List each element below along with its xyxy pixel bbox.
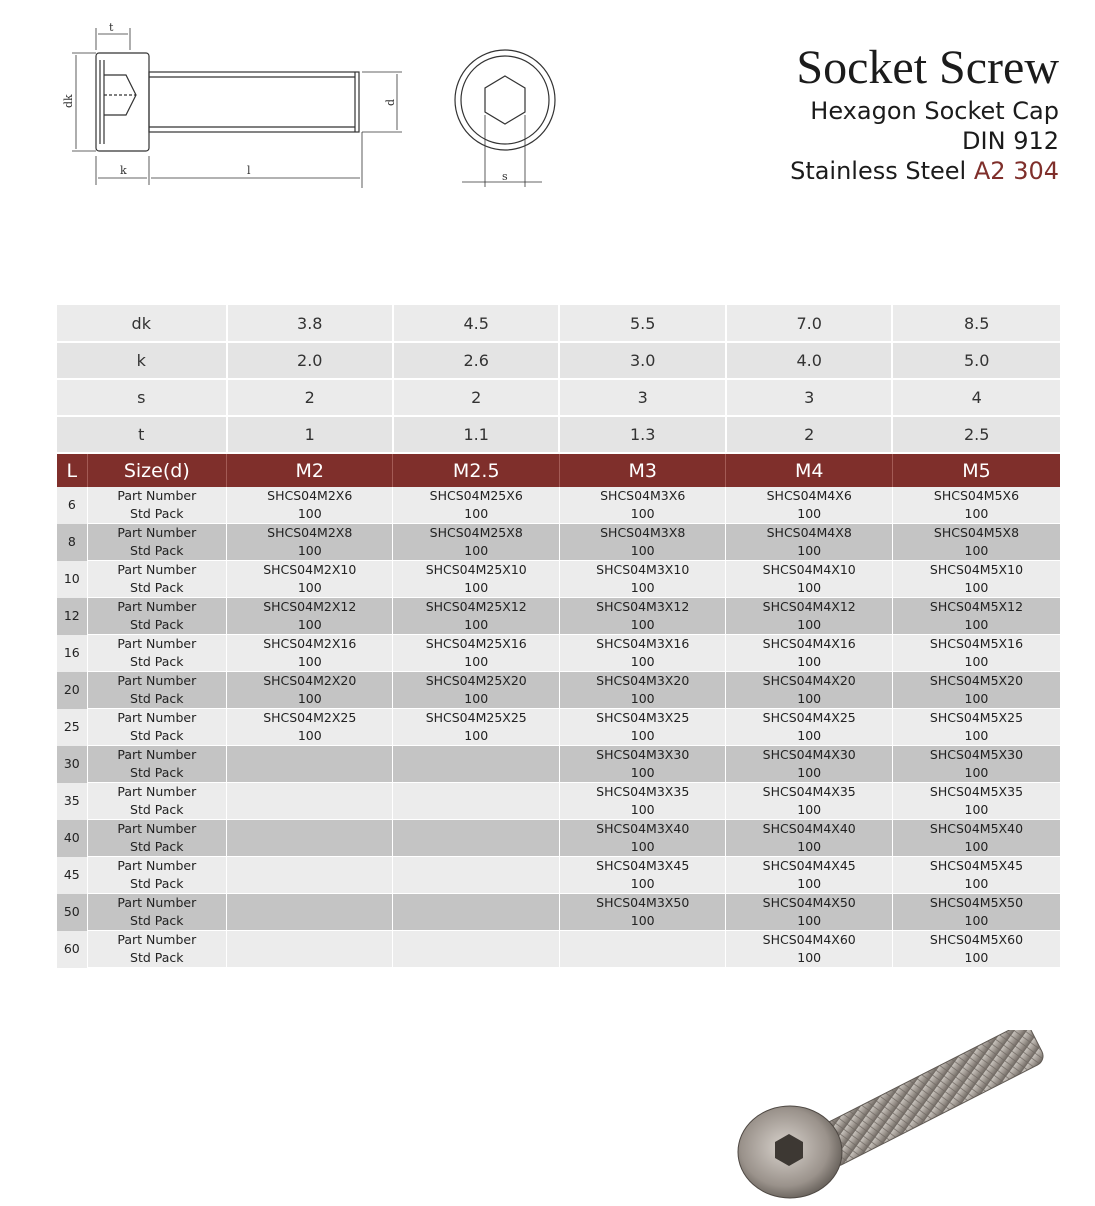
dimension-value: 2.0 — [227, 342, 393, 379]
part-number-label: Part Number — [87, 487, 226, 505]
dimension-value: 1 — [227, 416, 393, 453]
length-cell: 25 — [57, 709, 87, 746]
part-number-row — [57, 672, 1060, 691]
part-number-row — [57, 487, 1060, 505]
part-number-label: Part Number — [87, 598, 226, 617]
std-pack-cell: 100 — [393, 542, 559, 561]
dimension-value: 4.5 — [393, 305, 559, 342]
std-pack-cell: 100 — [892, 579, 1060, 598]
part-number-cell: SHCS04M3X50 — [559, 894, 725, 913]
std-pack-cell: 100 — [559, 505, 725, 524]
std-pack-cell: 100 — [559, 616, 725, 635]
part-number-label: Part Number — [87, 524, 226, 543]
length-cell: 50 — [57, 894, 87, 931]
std-pack-cell: 100 — [393, 653, 559, 672]
part-number-cell: SHCS04M25X20 — [393, 672, 559, 691]
dimension-value: 3.0 — [559, 342, 725, 379]
std-pack-cell: 100 — [892, 838, 1060, 857]
part-number-cell: SHCS04M4X35 — [726, 783, 892, 802]
std-pack-label: Std Pack — [87, 616, 226, 635]
part-number-cell: SHCS04M5X40 — [892, 820, 1060, 839]
part-number-row — [57, 561, 1060, 580]
dimension-value: 2.6 — [393, 342, 559, 379]
part-number-cell: SHCS04M5X30 — [892, 746, 1060, 765]
part-number-row — [57, 894, 1060, 913]
std-pack-cell: 100 — [892, 727, 1060, 746]
std-pack-cell: 100 — [726, 727, 892, 746]
part-number-row — [57, 820, 1060, 839]
std-pack-row — [57, 875, 1060, 894]
length-cell: 20 — [57, 672, 87, 709]
header-size-m3: M3 — [559, 453, 725, 487]
part-number-cell: SHCS04M4X8 — [726, 524, 892, 543]
std-pack-cell: 100 — [227, 690, 393, 709]
part-number-cell: SHCS04M4X50 — [726, 894, 892, 913]
std-pack-cell: 100 — [892, 875, 1060, 894]
part-number-row — [57, 635, 1060, 654]
part-number-cell: SHCS04M25X25 — [393, 709, 559, 728]
technical-drawing — [50, 20, 570, 200]
part-number-cell: SHCS04M3X35 — [559, 783, 725, 802]
dimension-value: 5.0 — [892, 342, 1060, 379]
std-pack-cell: 100 — [892, 801, 1060, 820]
std-pack-cell: 100 — [726, 653, 892, 672]
part-number-label: Part Number — [87, 635, 226, 654]
part-number-label: Part Number — [87, 746, 226, 765]
part-number-cell — [227, 820, 393, 839]
part-number-cell: SHCS04M3X30 — [559, 746, 725, 765]
length-cell: 30 — [57, 746, 87, 783]
dimension-row — [57, 416, 1060, 453]
std-pack-cell: 100 — [559, 727, 725, 746]
dimension-value: 4 — [892, 379, 1060, 416]
subtitle-standard: DIN 912 — [962, 127, 1059, 155]
std-pack-cell: 100 — [227, 616, 393, 635]
dimension-value: 5.5 — [559, 305, 725, 342]
length-cell: 35 — [57, 783, 87, 820]
part-number-label: Part Number — [87, 820, 226, 839]
length-cell: 12 — [57, 598, 87, 635]
std-pack-cell: 100 — [726, 505, 892, 524]
dimension-value: 2 — [227, 379, 393, 416]
std-pack-cell — [227, 949, 393, 968]
part-number-cell — [559, 931, 725, 950]
part-number-cell: SHCS04M3X25 — [559, 709, 725, 728]
std-pack-label: Std Pack — [87, 653, 226, 672]
part-number-cell: SHCS04M5X10 — [892, 561, 1060, 580]
std-pack-cell: 100 — [892, 912, 1060, 931]
std-pack-row — [57, 542, 1060, 561]
dimension-row — [57, 379, 1060, 416]
part-number-label: Part Number — [87, 857, 226, 876]
part-number-cell: SHCS04M25X6 — [393, 487, 559, 505]
std-pack-label: Std Pack — [87, 764, 226, 783]
material-label: Stainless Steel — [790, 157, 967, 185]
dimension-value: 2 — [726, 416, 892, 453]
length-cell: 60 — [57, 931, 87, 968]
part-number-cell — [227, 894, 393, 913]
subtitle-type: Hexagon Socket Cap — [810, 97, 1059, 125]
part-number-row — [57, 931, 1060, 950]
std-pack-cell: 100 — [227, 727, 393, 746]
part-number-cell: SHCS04M3X16 — [559, 635, 725, 654]
std-pack-cell: 100 — [559, 801, 725, 820]
part-number-cell — [393, 746, 559, 765]
std-pack-cell — [227, 838, 393, 857]
std-pack-cell — [393, 949, 559, 968]
std-pack-cell: 100 — [393, 727, 559, 746]
part-number-cell: SHCS04M4X16 — [726, 635, 892, 654]
std-pack-cell: 100 — [726, 838, 892, 857]
std-pack-cell — [393, 912, 559, 931]
std-pack-cell: 100 — [559, 875, 725, 894]
std-pack-cell: 100 — [726, 875, 892, 894]
part-number-cell — [393, 857, 559, 876]
dimension-label: k — [57, 342, 227, 379]
part-number-cell — [393, 894, 559, 913]
length-cell: 16 — [57, 635, 87, 672]
dimension-value: 8.5 — [892, 305, 1060, 342]
part-number-cell: SHCS04M4X30 — [726, 746, 892, 765]
part-number-cell: SHCS04M2X20 — [227, 672, 393, 691]
part-number-cell: SHCS04M5X50 — [892, 894, 1060, 913]
spec-table-body — [57, 305, 1060, 968]
part-number-cell: SHCS04M2X25 — [227, 709, 393, 728]
std-pack-cell: 100 — [227, 505, 393, 524]
part-number-cell: SHCS04M3X6 — [559, 487, 725, 505]
photo-shank — [813, 1030, 1045, 1169]
part-number-row — [57, 524, 1060, 543]
part-number-cell — [393, 931, 559, 950]
part-number-cell: SHCS04M2X12 — [227, 598, 393, 617]
std-pack-cell — [227, 801, 393, 820]
std-pack-row — [57, 838, 1060, 857]
std-pack-label: Std Pack — [87, 912, 226, 931]
part-number-cell — [227, 783, 393, 802]
length-cell: 8 — [57, 524, 87, 561]
part-number-row — [57, 857, 1060, 876]
std-pack-row — [57, 579, 1060, 598]
std-pack-cell: 100 — [559, 579, 725, 598]
part-number-cell: SHCS04M4X20 — [726, 672, 892, 691]
std-pack-cell: 100 — [892, 505, 1060, 524]
part-number-label: Part Number — [87, 709, 226, 728]
std-pack-cell: 100 — [726, 949, 892, 968]
header-size: Size(d) — [87, 453, 226, 487]
part-number-cell: SHCS04M2X16 — [227, 635, 393, 654]
part-number-cell — [393, 783, 559, 802]
std-pack-cell: 100 — [393, 616, 559, 635]
std-pack-cell: 100 — [892, 542, 1060, 561]
subtitle-material — [790, 156, 1059, 186]
std-pack-cell: 100 — [892, 764, 1060, 783]
length-cell: 45 — [57, 857, 87, 894]
part-number-cell: SHCS04M4X45 — [726, 857, 892, 876]
part-number-cell: SHCS04M5X16 — [892, 635, 1060, 654]
dimension-value: 7.0 — [726, 305, 892, 342]
part-number-cell: SHCS04M3X40 — [559, 820, 725, 839]
std-pack-cell — [227, 875, 393, 894]
std-pack-cell: 100 — [892, 616, 1060, 635]
part-number-cell: SHCS04M3X8 — [559, 524, 725, 543]
header-size-m2-5: M2.5 — [393, 453, 559, 487]
part-number-cell — [227, 931, 393, 950]
std-pack-label: Std Pack — [87, 727, 226, 746]
std-pack-cell: 100 — [559, 838, 725, 857]
dimension-label: s — [57, 379, 227, 416]
std-pack-label: Std Pack — [87, 838, 226, 857]
header-size-m2: M2 — [227, 453, 393, 487]
std-pack-cell: 100 — [559, 764, 725, 783]
length-cell: 40 — [57, 820, 87, 857]
std-pack-cell: 100 — [726, 801, 892, 820]
std-pack-cell: 100 — [892, 653, 1060, 672]
part-number-label: Part Number — [87, 783, 226, 802]
part-number-cell: SHCS04M4X25 — [726, 709, 892, 728]
part-number-row — [57, 709, 1060, 728]
std-pack-row — [57, 616, 1060, 635]
part-number-cell: SHCS04M25X16 — [393, 635, 559, 654]
page-title: Socket Screw — [796, 41, 1059, 94]
dimension-value: 3 — [559, 379, 725, 416]
label-k: k — [120, 164, 127, 177]
part-number-cell: SHCS04M2X6 — [227, 487, 393, 505]
part-number-cell: SHCS04M4X60 — [726, 931, 892, 950]
part-number-cell: SHCS04M2X10 — [227, 561, 393, 580]
std-pack-cell: 100 — [726, 579, 892, 598]
dimension-label: dk — [57, 305, 227, 342]
part-number-cell: SHCS04M3X12 — [559, 598, 725, 617]
label-l: l — [247, 164, 251, 177]
table-header-row — [57, 453, 1060, 487]
std-pack-cell: 100 — [227, 653, 393, 672]
std-pack-cell: 100 — [892, 949, 1060, 968]
std-pack-row — [57, 912, 1060, 931]
part-number-cell: SHCS04M5X8 — [892, 524, 1060, 543]
std-pack-label: Std Pack — [87, 690, 226, 709]
title-block — [790, 40, 1059, 186]
part-number-label: Part Number — [87, 672, 226, 691]
dimension-value: 1.1 — [393, 416, 559, 453]
dimension-value: 2.5 — [892, 416, 1060, 453]
std-pack-cell: 100 — [227, 542, 393, 561]
std-pack-cell — [393, 764, 559, 783]
std-pack-cell: 100 — [726, 912, 892, 931]
part-number-row — [57, 598, 1060, 617]
std-pack-cell: 100 — [726, 616, 892, 635]
std-pack-label: Std Pack — [87, 949, 226, 968]
std-pack-cell: 100 — [393, 505, 559, 524]
label-dk: dk — [62, 94, 75, 108]
head-end-view-outer — [455, 50, 555, 150]
std-pack-label: Std Pack — [87, 801, 226, 820]
length-cell: 10 — [57, 561, 87, 598]
std-pack-row — [57, 653, 1060, 672]
std-pack-cell: 100 — [559, 542, 725, 561]
std-pack-cell — [393, 838, 559, 857]
part-number-cell: SHCS04M4X10 — [726, 561, 892, 580]
part-number-cell: SHCS04M3X45 — [559, 857, 725, 876]
std-pack-cell: 100 — [559, 690, 725, 709]
part-number-cell: SHCS04M25X12 — [393, 598, 559, 617]
dimension-row — [57, 305, 1060, 342]
part-number-cell: SHCS04M5X60 — [892, 931, 1060, 950]
hex-socket-outline — [485, 76, 525, 124]
std-pack-cell: 100 — [892, 690, 1060, 709]
part-number-cell: SHCS04M5X35 — [892, 783, 1060, 802]
part-number-cell: SHCS04M4X12 — [726, 598, 892, 617]
part-number-cell — [227, 857, 393, 876]
std-pack-cell: 100 — [227, 579, 393, 598]
spec-table — [57, 305, 1060, 968]
std-pack-cell — [393, 801, 559, 820]
header-size-m4: M4 — [726, 453, 892, 487]
part-number-cell: SHCS04M5X25 — [892, 709, 1060, 728]
part-number-cell: SHCS04M25X8 — [393, 524, 559, 543]
dimension-value: 2 — [393, 379, 559, 416]
part-number-cell — [393, 820, 559, 839]
std-pack-row — [57, 949, 1060, 968]
std-pack-label: Std Pack — [87, 542, 226, 561]
screw-shank-outline — [149, 72, 359, 132]
header-l: L — [57, 453, 87, 487]
part-number-cell: SHCS04M3X20 — [559, 672, 725, 691]
part-number-label: Part Number — [87, 931, 226, 950]
std-pack-cell — [227, 912, 393, 931]
std-pack-cell: 100 — [559, 912, 725, 931]
std-pack-cell — [559, 949, 725, 968]
material-grade: A2 304 — [973, 157, 1059, 185]
std-pack-cell: 100 — [726, 690, 892, 709]
product-photo — [735, 1030, 1045, 1206]
part-number-cell — [227, 746, 393, 765]
header-size-m5: M5 — [892, 453, 1060, 487]
part-number-cell: SHCS04M5X45 — [892, 857, 1060, 876]
dimension-row — [57, 342, 1060, 379]
std-pack-cell: 100 — [559, 653, 725, 672]
std-pack-row — [57, 505, 1060, 524]
dimension-value: 1.3 — [559, 416, 725, 453]
std-pack-label: Std Pack — [87, 579, 226, 598]
dimension-label: t — [57, 416, 227, 453]
part-number-cell: SHCS04M3X10 — [559, 561, 725, 580]
part-number-label: Part Number — [87, 561, 226, 580]
label-s: s — [502, 170, 508, 183]
part-number-row — [57, 783, 1060, 802]
std-pack-cell: 100 — [393, 579, 559, 598]
std-pack-cell — [393, 875, 559, 894]
std-pack-cell: 100 — [393, 690, 559, 709]
std-pack-row — [57, 727, 1060, 746]
std-pack-row — [57, 764, 1060, 783]
label-d: d — [384, 98, 397, 106]
length-cell: 6 — [57, 487, 87, 524]
std-pack-cell: 100 — [726, 764, 892, 783]
std-pack-row — [57, 801, 1060, 820]
std-pack-row — [57, 690, 1060, 709]
part-number-cell: SHCS04M5X20 — [892, 672, 1060, 691]
std-pack-label: Std Pack — [87, 505, 226, 524]
part-number-cell: SHCS04M2X8 — [227, 524, 393, 543]
std-pack-cell: 100 — [726, 542, 892, 561]
part-number-cell: SHCS04M5X6 — [892, 487, 1060, 505]
part-number-row — [57, 746, 1060, 765]
std-pack-cell — [227, 764, 393, 783]
part-number-cell: SHCS04M4X40 — [726, 820, 892, 839]
dimension-value: 3.8 — [227, 305, 393, 342]
dimension-value: 3 — [726, 379, 892, 416]
dimension-value: 4.0 — [726, 342, 892, 379]
part-number-label: Part Number — [87, 894, 226, 913]
part-number-cell: SHCS04M25X10 — [393, 561, 559, 580]
std-pack-label: Std Pack — [87, 875, 226, 894]
part-number-cell: SHCS04M4X6 — [726, 487, 892, 505]
label-t: t — [109, 21, 114, 34]
part-number-cell: SHCS04M5X12 — [892, 598, 1060, 617]
